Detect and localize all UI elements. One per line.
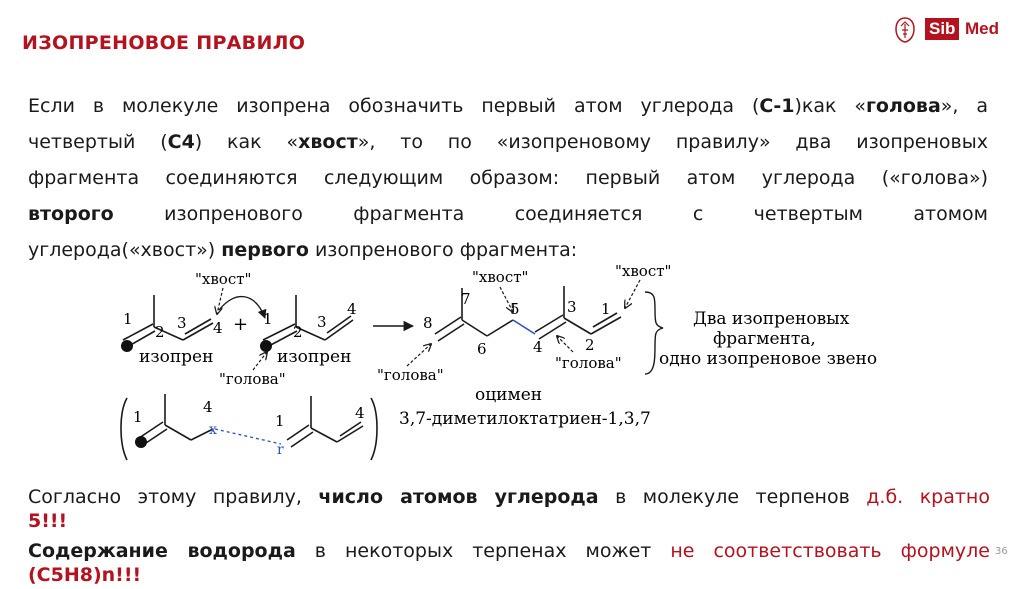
bracket-caption-2: фрагмента, <box>713 329 816 349</box>
head-label-1: "голова" <box>219 370 286 388</box>
dashed-link <box>215 429 281 444</box>
sibmed-logo <box>893 16 1011 44</box>
tail-label-3: "хвост" <box>615 262 672 280</box>
plus-sign: + <box>233 314 249 335</box>
paragraph-line-2: четвертый (С4) как «хвост», то по «изопреновому правилу» два изопреновых <box>28 131 988 153</box>
paragraph-line-4: второго изопренового фрагмента соединяется с четвертым атомом <box>28 203 988 225</box>
bracket-caption-3: одно изопреновое звено <box>659 349 878 369</box>
head-arrow-1 <box>253 352 267 370</box>
tail-label-1: "хвост" <box>195 270 252 288</box>
bracket-caption-1: Два изопреновых <box>693 309 850 329</box>
paragraph-line-5: углерода(«хвост») первого изопренового фрагмента: <box>28 239 578 261</box>
paragraph-line-3: фрагмента соединяются следующим образом: первый атом углерода («голова») <box>28 167 988 189</box>
atom-number: 4 <box>355 404 365 422</box>
atom-number: 3 <box>567 298 577 316</box>
atom-number: 2 <box>585 336 595 354</box>
isoprene-rule-scheme <box>115 262 915 467</box>
isoprene-molecule-2 <box>263 295 353 347</box>
product-name: оцимен <box>475 385 543 405</box>
atom-number: 1 <box>601 300 611 318</box>
page-number: 36 <box>995 546 1008 557</box>
isoprene-label-1: изопрен <box>139 347 214 367</box>
head-arrow-3 <box>557 336 573 352</box>
isoprene-molecule-1 <box>123 295 213 347</box>
atom-number: 4 <box>203 398 213 416</box>
logo-med: Med <box>965 19 999 38</box>
rule-emphasis-2: (C5H8)n!!! <box>28 564 142 586</box>
tail-arrow-1 <box>217 288 223 314</box>
rule-sentence-2: Содержание водорода в некоторых терпенах может не соответствовать формуле <box>28 540 990 562</box>
page-title: ИЗОПРЕНОВОЕ ПРАВИЛО <box>22 32 306 54</box>
head-atom-marker-3 <box>135 436 147 448</box>
head-atom-marker-2 <box>260 340 272 352</box>
atom-number: 8 <box>423 314 433 332</box>
atom-number: 1 <box>275 412 285 430</box>
head-arrow-2 <box>407 344 431 366</box>
atom-number: 4 <box>347 300 357 318</box>
atom-number: 3 <box>177 314 187 332</box>
rule-sentence-1: Согласно этому правилу, число атомов углерода в молекуле терпенов д.б. кратно <box>28 486 990 508</box>
x-mark: x <box>209 422 217 438</box>
atom-number: 7 <box>461 290 471 308</box>
atom-number: 2 <box>293 323 303 341</box>
atom-number: 1 <box>133 408 143 426</box>
tail-arrow-3 <box>625 280 640 308</box>
rule-emphasis-1: 5!!! <box>28 510 68 532</box>
atom-number: 6 <box>477 340 487 358</box>
r-mark: r <box>277 442 284 458</box>
definition-paragraph <box>28 88 988 268</box>
atom-number: 2 <box>155 323 165 341</box>
emblem-icon <box>893 16 917 44</box>
atom-number: 1 <box>123 310 133 328</box>
atom-number: 5 <box>510 300 520 318</box>
atom-number: 4 <box>533 338 543 356</box>
isoprene-label-2: изопрен <box>277 347 352 367</box>
paragraph-line-1: Если в молекуле изопрена обозначить первый атом углерода (С-1)как «голова», а <box>28 95 988 117</box>
repeat-unit <box>121 394 377 460</box>
head-label-3: "голова" <box>555 354 622 372</box>
new-bond <box>513 320 535 334</box>
atom-number: 3 <box>317 313 327 331</box>
head-atom-marker-1 <box>121 340 133 352</box>
atom-number: 4 <box>213 319 223 337</box>
atom-number: 1 <box>263 310 273 328</box>
product-iupac-name: 3,7-диметилоктатриен-1,3,7 <box>399 409 651 429</box>
head-label-2: "голова" <box>377 366 444 384</box>
tail-label-2: "хвост" <box>472 268 529 286</box>
logo-sib: Sib <box>925 18 959 40</box>
